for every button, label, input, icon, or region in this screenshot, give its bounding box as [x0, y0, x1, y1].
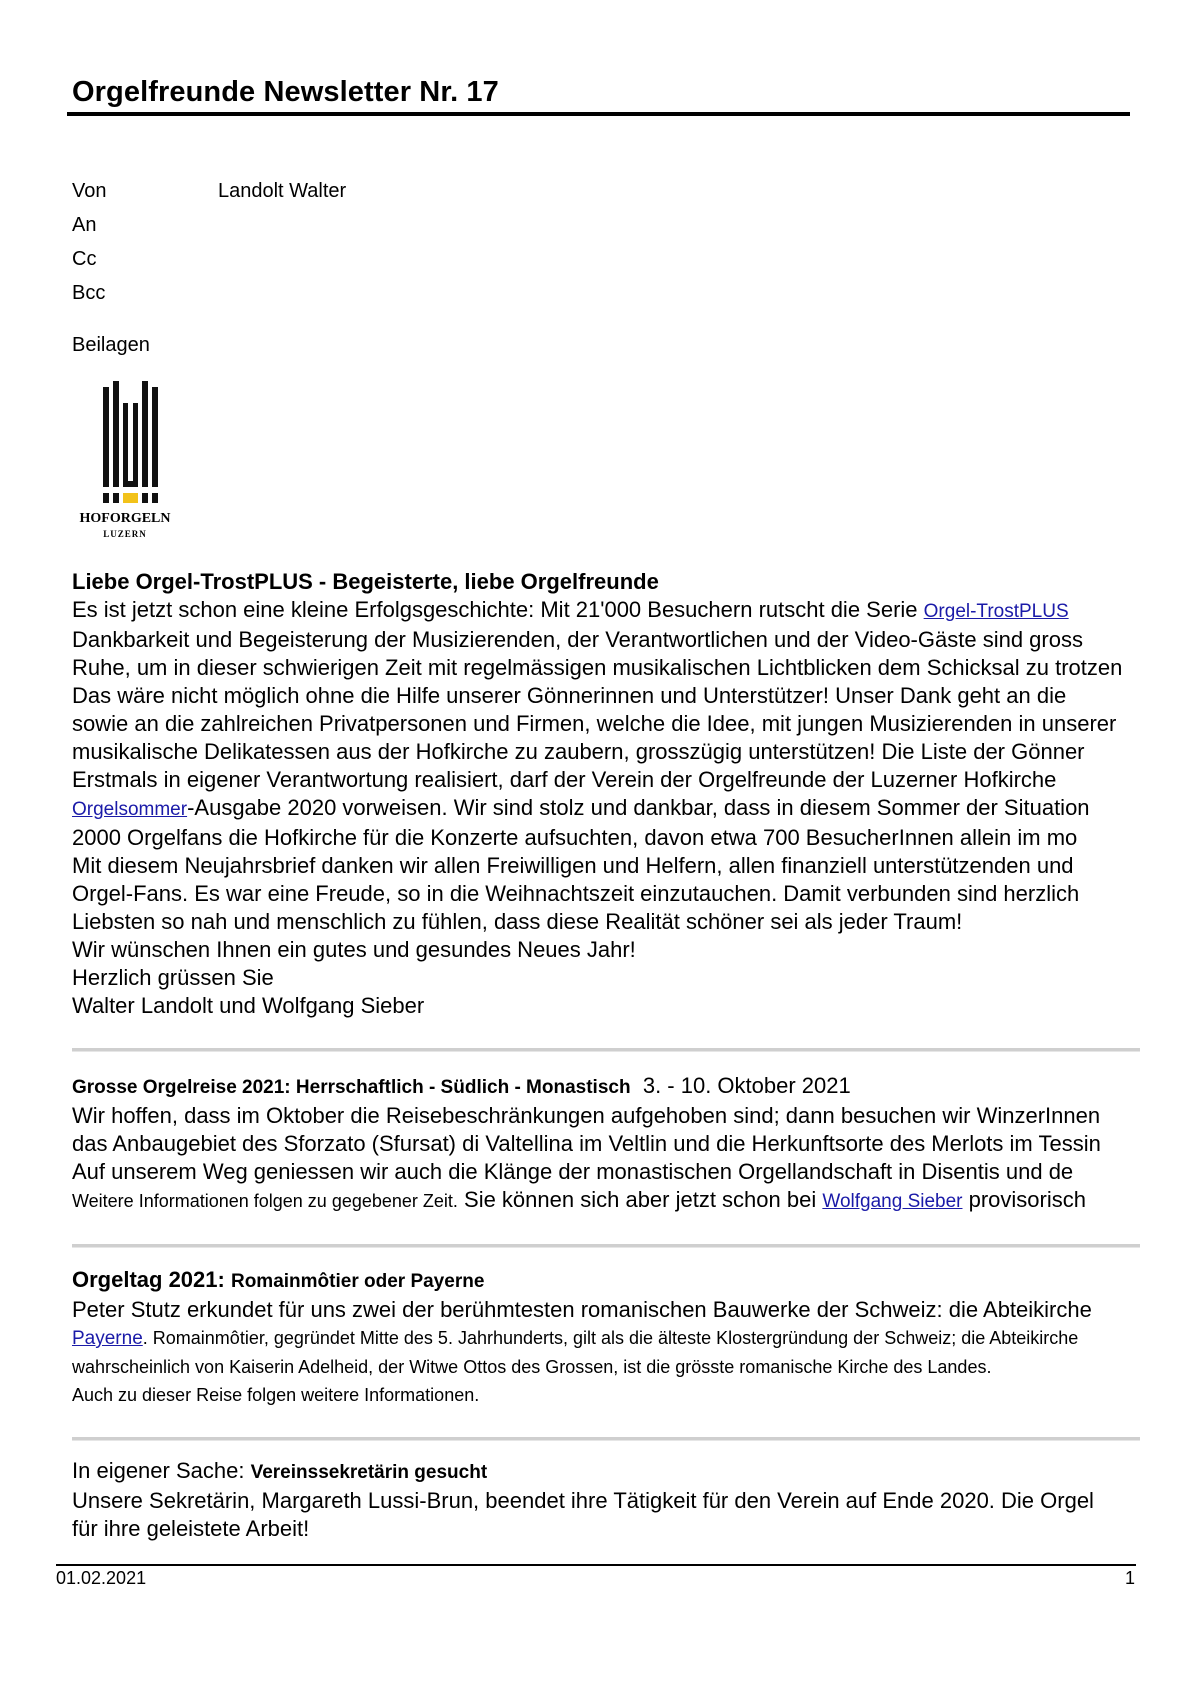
orgelsommer-link[interactable]: Orgelsommer	[72, 799, 188, 820]
wolfgang-sieber-link[interactable]: Wolfgang Sieber	[822, 1191, 963, 1212]
greeting-line: Erstmals in eigener Verantwortung realisiert, darf der Verein der Orgelfreunde der Luzerner Hofkirche	[72, 767, 1057, 792]
orgeltag-line-text: . Romainmôtier, gegründet Mitte des 5. Jahrhunderts, gilt als die älteste Klostergründung der Schweiz; die Abteikirche	[142, 1328, 1079, 1348]
orgelreise-line: Wir hoffen, dass im Oktober die Reisebeschränkungen aufgehoben sind; dann besuchen wir WinzerInnen	[72, 1103, 1101, 1128]
orgelreise-heading	[72, 1072, 1140, 1102]
section-eigene-sache	[72, 1457, 1140, 1543]
orgelreise-date: 3. - 10. Oktober 2021	[642, 1073, 851, 1098]
orgelreise-note: Weitere Informationen folgen zu gegebener Zeit.	[72, 1191, 458, 1211]
greeting-line-text: Es ist jetzt schon eine kleine Erfolgsgeschichte: Mit 21'000 Besuchern rutscht die Serie	[72, 597, 924, 622]
footer-page-number: 1	[1124, 1568, 1135, 1588]
header-label-beilagen: Beilagen	[72, 334, 150, 356]
header-label-cc: Cc	[72, 248, 97, 270]
header-row-bcc	[72, 282, 218, 305]
header-label-an: An	[72, 214, 97, 236]
greeting-line: Mit diesem Neujahrsbrief danken wir allen Freiwilligen und Helfern, allen finanziell unterstützenden und	[72, 853, 1074, 878]
greeting-signature: Walter Landolt und Wolfgang Sieber	[72, 993, 425, 1018]
header-row-von	[72, 180, 346, 203]
hoforgeln-logo	[68, 381, 188, 541]
footer-rule	[56, 1564, 1136, 1566]
orgelreise-line-text: Sie können sich aber jetzt schon bei	[457, 1187, 823, 1212]
orgeltag-title: Orgeltag 2021:	[72, 1267, 225, 1292]
section-orgeltag	[72, 1266, 1140, 1409]
greeting-line: Wir wünschen Ihnen ein gutes und gesundes Neues Jahr!	[72, 937, 636, 962]
eigene-sache-heading	[72, 1457, 1140, 1487]
orgeltag-heading	[72, 1266, 1140, 1296]
greeting-line	[72, 794, 1140, 824]
header-row-an	[72, 214, 218, 237]
greeting-line: Ruhe, um in dieser schwierigen Zeit mit regelmässigen musikalischen Lichtblicken dem Schicksal zu trotzen	[72, 655, 1123, 680]
header-row-cc	[72, 248, 218, 271]
orgelreise-title: Grosse Orgelreise 2021: Herrschaftlich - Südlich - Monastisch	[72, 1077, 631, 1098]
eigene-sache-subtitle: Vereinssekretärin gesucht	[250, 1462, 488, 1483]
greeting-line: 2000 Orgelfans die Hofkirche für die Konzerte aufsuchten, davon etwa 700 BesucherInnen allein im mo	[72, 825, 1078, 850]
orgelreise-line: Auf unserem Weg geniessen wir auch die Klänge der monastischen Orgellandschaft in Disentis und de	[72, 1159, 1074, 1184]
greeting-line-text: -Ausgabe 2020 vorweisen. Wir sind stolz und dankbar, dass in diesem Sommer der Situation	[187, 795, 1090, 820]
payerne-link[interactable]: Payerne	[72, 1328, 143, 1349]
orgeltag-line: wahrscheinlich von Kaiserin Adelheid, der Witwe Ottos des Grossen, ist die grösste romanische Kirche des Landes.	[72, 1357, 992, 1377]
logo-text-luzern: LUZERN	[103, 529, 147, 539]
greeting-line: Das wäre nicht möglich ohne die Hilfe unserer Gönnerinnen und Unterstützer! Unser Dank geht an die	[72, 683, 1067, 708]
header-value-von: Landolt Walter	[218, 180, 347, 202]
section-divider	[72, 1048, 1140, 1052]
greeting-line	[72, 596, 1140, 626]
section-greeting	[72, 568, 1140, 1020]
eigene-sache-line: für ihre geleistete Arbeit!	[72, 1516, 310, 1541]
header-label-von: Von	[72, 180, 107, 202]
orgeltag-line: Auch zu dieser Reise folgen weitere Informationen.	[72, 1385, 480, 1405]
orgeltag-line: Peter Stutz erkundet für uns zwei der berühmtesten romanischen Bauwerke der Schweiz: die Abteikirche	[72, 1297, 1092, 1322]
greeting-line: Dankbarkeit und Begeisterung der Musizierenden, der Verantwortlichen und der Video-Gäste sind gross	[72, 627, 1083, 652]
section-divider	[72, 1437, 1140, 1441]
orgeltag-subtitle: Romainmôtier oder Payerne	[230, 1271, 485, 1292]
greeting-line: Liebsten so nah und menschlich zu fühlen, dass diese Realität schöner sei als jeder Traum!	[72, 909, 963, 934]
logo-text-hoforgeln: HOFORGELN	[79, 511, 171, 526]
section-orgelreise	[72, 1072, 1140, 1216]
footer-date: 01.02.2021	[56, 1568, 147, 1588]
header-row-beilagen	[72, 334, 218, 357]
orgel-trostplus-link[interactable]: Orgel-TrostPLUS	[923, 601, 1069, 622]
orgelreise-line: das Anbaugebiet des Sforzato (Sfursat) di Valtellina im Veltlin und die Herkunftsorte des Merlots im Tessin	[72, 1131, 1101, 1156]
orgelreise-line	[72, 1186, 1140, 1216]
greeting-heading: Liebe Orgel-TrostPLUS - Begeisterte, liebe Orgelfreunde	[72, 569, 659, 594]
greeting-line: Orgel-Fans. Es war eine Freude, so in die Weihnachtszeit einzutauchen. Damit verbunden sind herzlich	[72, 881, 1080, 906]
header-label-bcc: Bcc	[72, 282, 106, 304]
page-title: Orgelfreunde Newsletter Nr. 17	[72, 76, 499, 108]
greeting-line: musikalische Delikatessen aus der Hofkirche zu zaubern, grosszügig unterstützen! Die Liste der Gönner	[72, 739, 1085, 764]
eigene-sache-title: In eigener Sache:	[72, 1458, 245, 1483]
organ-pipes-icon	[68, 381, 188, 503]
greeting-line: sowie an die zahlreichen Privatpersonen und Firmen, welche die Idee, mit jungen Musizierenden in unserer	[72, 711, 1117, 736]
title-rule	[67, 112, 1130, 116]
eigene-sache-line: Unsere Sekretärin, Margareth Lussi-Brun, beendet ihre Tätigkeit für den Verein auf Ende 2020. Die Orgel	[72, 1488, 1094, 1513]
greeting-line: Herzlich grüssen Sie	[72, 965, 274, 990]
orgelreise-line-text: provisorisch	[962, 1187, 1086, 1212]
newsletter-body	[72, 568, 1140, 1543]
orgeltag-line	[72, 1324, 1140, 1353]
section-divider	[72, 1244, 1140, 1248]
